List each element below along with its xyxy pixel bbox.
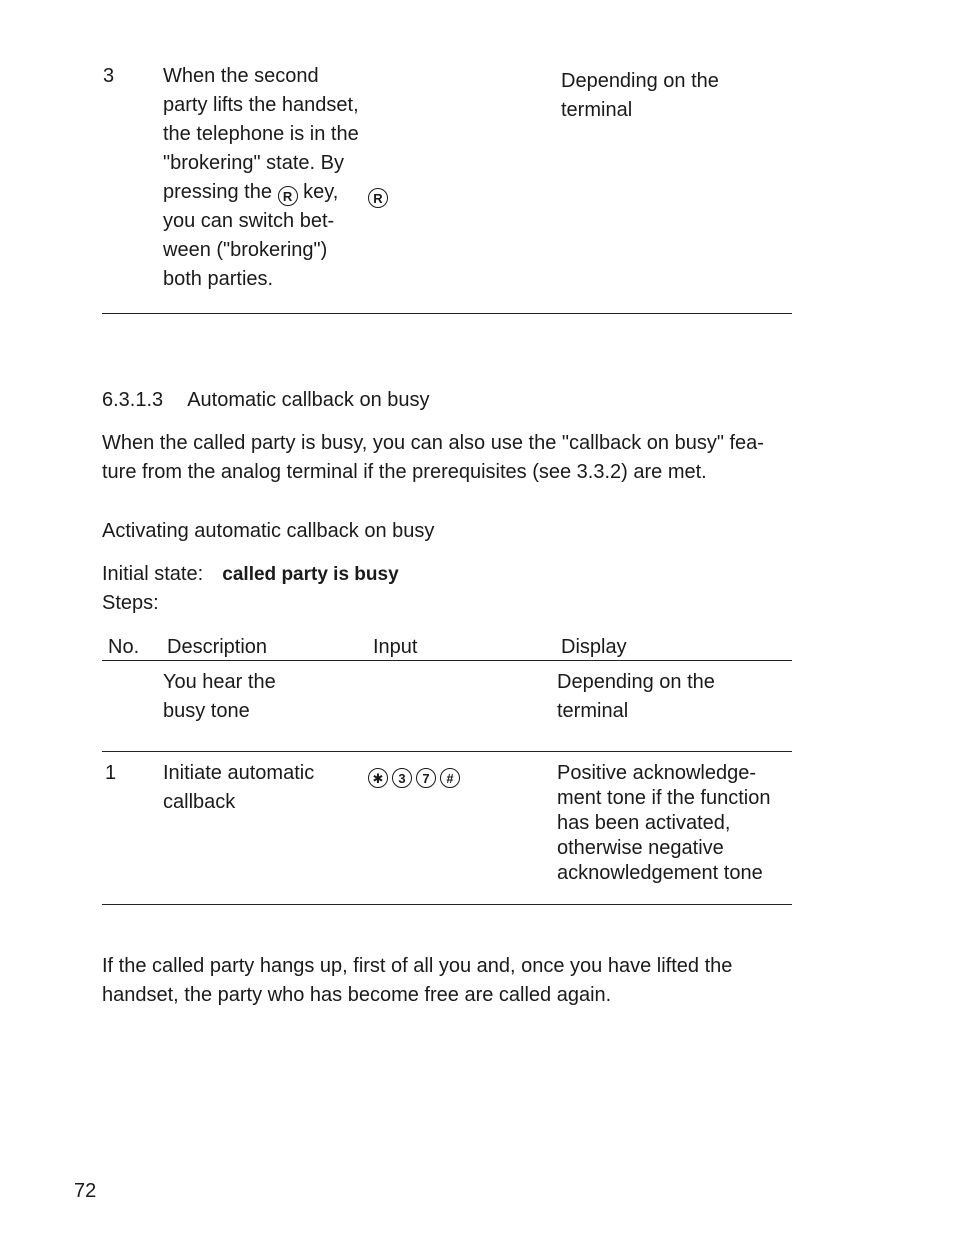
row0-desc-line: You hear the [163, 671, 276, 693]
row1-description [163, 759, 314, 817]
row0-display-line: terminal [557, 700, 629, 722]
row0-display-line: Depending on the [557, 671, 715, 693]
row3-desc-key-suffix: key, [303, 181, 339, 203]
steps-label: Steps: [102, 592, 159, 614]
digit-3-key-icon: 3 [392, 768, 412, 788]
row1-desc-line: Initiate automatic [163, 762, 315, 784]
star-key-icon: ✱ [368, 768, 388, 788]
section-title: Automatic callback on busy [187, 389, 430, 411]
digit-7-key-icon: 7 [416, 768, 436, 788]
row1-display-line: acknowledgement tone [557, 862, 763, 884]
page-number: 72 [74, 1180, 97, 1202]
table-divider [102, 751, 792, 752]
hash-key-icon: # [440, 768, 460, 788]
table-divider [102, 313, 792, 314]
table-header-divider [102, 660, 792, 661]
table-bottom-divider [102, 904, 792, 905]
row3-input [368, 180, 388, 209]
row3-desc-pressing: pressing the [163, 181, 272, 203]
intro-paragraph [102, 429, 802, 487]
row1-display [557, 761, 770, 886]
row1-input-keys [368, 760, 464, 789]
row1-display-line: ment tone if the function [557, 787, 771, 809]
subheading: Activating automatic callback on busy [102, 520, 435, 542]
row3-desc-line [163, 178, 373, 207]
initial-state [102, 560, 399, 589]
outro-line: handset, the party who has become free are called again. [102, 984, 612, 1006]
header-input: Input [373, 636, 418, 658]
row3-desc-line: both parties. [163, 268, 274, 290]
row1-display-line: has been activated, [557, 812, 731, 834]
row3-number: 3 [103, 65, 115, 87]
row0-description [163, 668, 276, 726]
row1-display-line: otherwise negative [557, 837, 724, 859]
section-heading [102, 386, 430, 415]
row3-display-line: terminal [561, 99, 633, 121]
section-number: 6.3.1.3 [102, 389, 164, 411]
outro-line: If the called party hangs up, first of all you and, once you have lifted the [102, 955, 733, 977]
r-key-icon: R [278, 186, 298, 206]
header-no: No. [108, 636, 140, 658]
initial-state-label: Initial state: [102, 563, 204, 585]
row3-desc-line: When the second [163, 65, 319, 87]
row1-number: 1 [105, 762, 117, 784]
row3-desc-line: the telephone is in the [163, 123, 359, 145]
intro-line: ture from the analog terminal if the prerequisites (see 3.3.2) are met. [102, 461, 707, 483]
row3-description [163, 62, 373, 294]
row0-desc-line: busy tone [163, 700, 250, 722]
initial-state-value: called party is busy [222, 564, 399, 585]
header-description: Description [167, 636, 268, 658]
row3-desc-line: ween ("brokering") [163, 239, 328, 261]
row3-display-line: Depending on the [561, 70, 719, 92]
row3-desc-line: "brokering" state. By [163, 152, 344, 174]
r-key-icon: R [368, 188, 388, 208]
row3-display [561, 67, 719, 125]
row0-display [557, 668, 715, 726]
row1-desc-line: callback [163, 791, 236, 813]
row1-display-line: Positive acknowledge- [557, 762, 756, 784]
intro-line: When the called party is busy, you can also use the "callback on busy" fea- [102, 432, 764, 454]
row3-desc-line: party lifts the handset, [163, 94, 359, 116]
row3-desc-line: you can switch bet- [163, 210, 335, 232]
outro-paragraph [102, 952, 802, 1010]
header-display: Display [561, 636, 627, 658]
